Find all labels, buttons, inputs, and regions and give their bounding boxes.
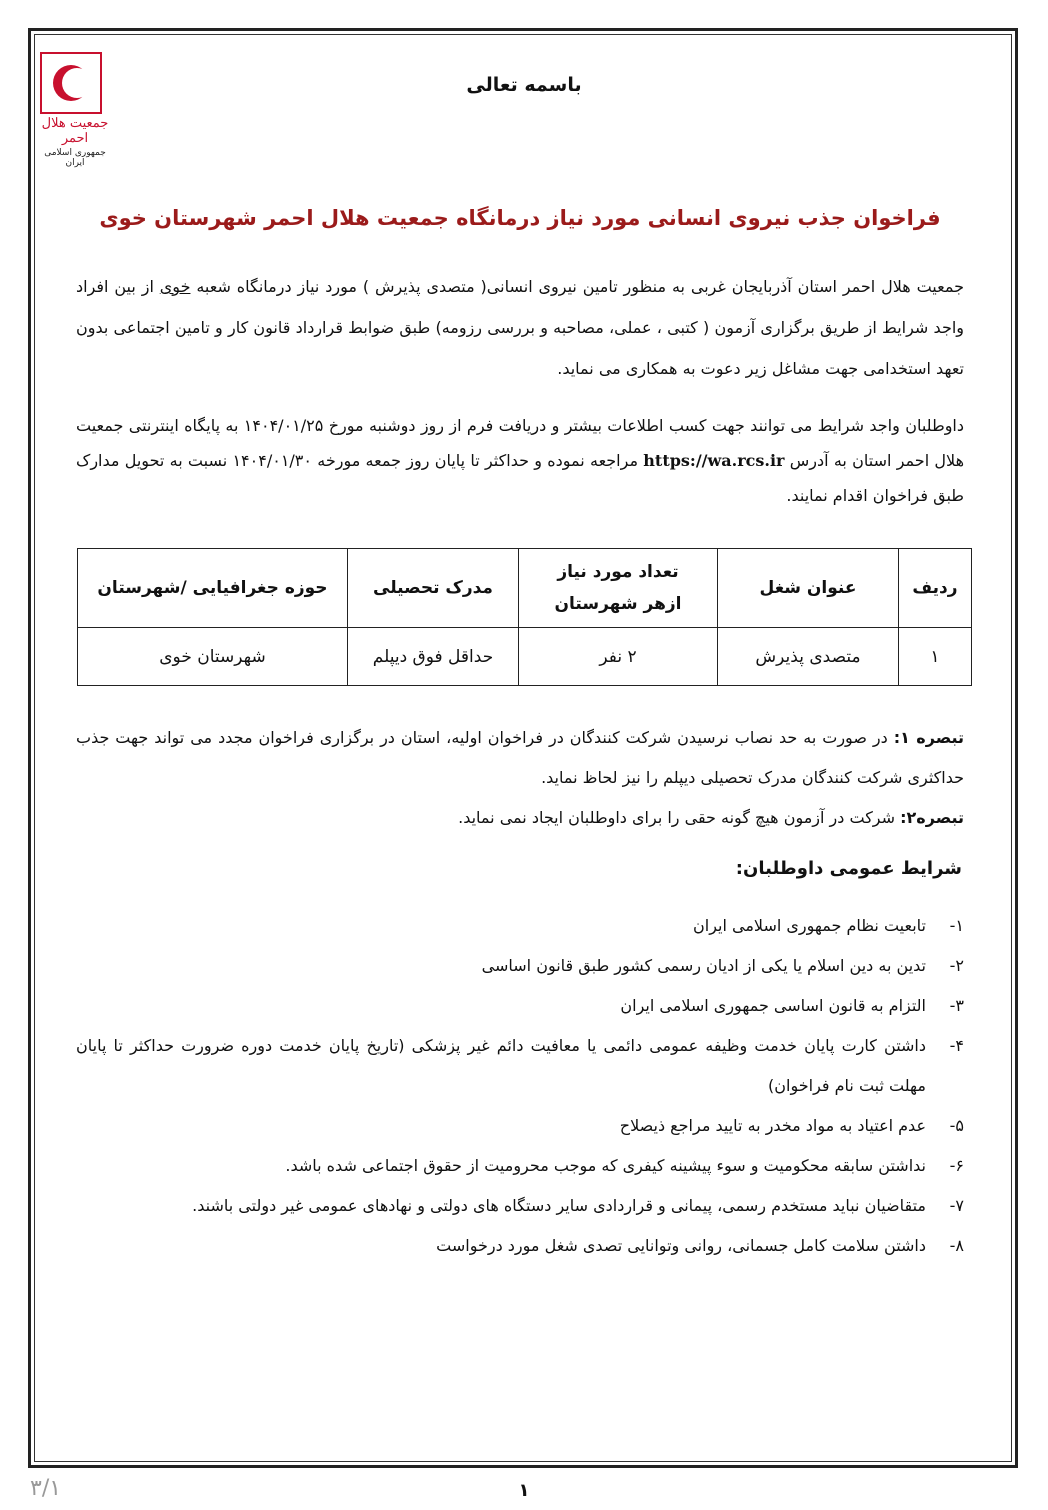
top-heading: باسمه تعالی bbox=[466, 74, 582, 96]
cell-degree: حداقل فوق دیپلم bbox=[348, 628, 519, 686]
list-item bbox=[76, 906, 964, 946]
note-2-label: تبصره۲: bbox=[900, 808, 964, 827]
th-degree: مدرک تحصیلی bbox=[348, 549, 519, 628]
note-1 bbox=[76, 718, 964, 798]
th-job: عنوان شغل bbox=[718, 549, 899, 628]
jobs-table bbox=[77, 548, 972, 686]
condition-number: ۱- bbox=[949, 916, 964, 935]
list-item bbox=[76, 946, 964, 986]
intro-paragraph-1 bbox=[76, 266, 964, 389]
condition-text: تابعیت نظام جمهوری اسلامی ایران bbox=[693, 916, 926, 935]
condition-text: نداشتن سابقه محکومیت و سوء پیشینه کیفری که موجب محرومیت از حقوق اجتماعی شده باشد. bbox=[285, 1156, 926, 1175]
page-count-mark: ۳/۱ bbox=[30, 1476, 62, 1501]
logo-text-org: جمعیت هلال احمر bbox=[41, 116, 109, 146]
table-row bbox=[78, 628, 972, 686]
logo-text-country: جمهوری اسلامی ایران bbox=[44, 148, 106, 168]
condition-text: داشتن کارت پایان خدمت وظیفه عمومی دائمی یا معافیت دائم غیر پزشکی (تاریخ پایان خدمت دوره ضرورت حداکثر تا پایان مهلت ثبت نام فراخوان) bbox=[76, 1036, 926, 1095]
notes-section bbox=[76, 718, 964, 838]
condition-number: ۸- bbox=[949, 1236, 964, 1255]
list-item bbox=[76, 1186, 964, 1226]
conditions-heading: شرایط عمومی داوطلبان: bbox=[735, 858, 962, 879]
list-item bbox=[76, 1026, 964, 1106]
list-item bbox=[76, 1106, 964, 1146]
cell-row: ۱ bbox=[899, 628, 972, 686]
th-count-line1: تعداد مورد نیاز bbox=[557, 562, 679, 582]
intro-p2-before: داوطلبان واجد شرایط می توانند جهت کسب اطلاعات بیشتر و دریافت فرم از روز دوشنبه مورخ ۱۴۰۴/۰۱/۲۵ به پایگاه اینترنتی جمعیت هلال احمر استان به آدرس bbox=[76, 416, 965, 470]
condition-number: ۲- bbox=[949, 956, 964, 975]
cell-region: شهرستان خوی bbox=[78, 628, 348, 686]
website-url[interactable]: https://wa.rcs.ir bbox=[643, 451, 785, 470]
intro-p1-city: خوی bbox=[159, 277, 191, 296]
list-item bbox=[76, 986, 964, 1026]
intro-p1-before: جمعیت هلال احمر استان آذربایجان غربی به منظور تامین نیروی انسانی( متصدی پذیرش ) مورد نیاز درمانگاه شعبه bbox=[190, 277, 964, 296]
condition-number: ۵- bbox=[949, 1116, 964, 1135]
list-item bbox=[76, 1226, 964, 1266]
document-title: فراخوان جذب نیروی انسانی مورد نیاز درمانگاه جمعیت هلال احمر شهرستان خوی bbox=[99, 206, 941, 230]
conditions-list bbox=[76, 906, 964, 1266]
th-region: حوزه جغرافیایی /شهرستان bbox=[78, 549, 348, 628]
th-count-line2: ازهر شهرستان bbox=[554, 594, 682, 614]
condition-number: ۷- bbox=[949, 1196, 964, 1215]
th-row: ردیف bbox=[899, 549, 972, 628]
condition-number: ۳- bbox=[949, 996, 964, 1015]
condition-text: التزام به قانون اساسی جمهوری اسلامی ایران bbox=[620, 996, 926, 1015]
note-2-text: شرکت در آزمون هیچ گونه حقی را برای داوطلبان ایجاد نمی نماید. bbox=[458, 808, 901, 827]
cell-job: متصدی پذیرش bbox=[718, 628, 899, 686]
note-2 bbox=[76, 798, 964, 838]
table-header-row bbox=[78, 549, 972, 628]
note-1-label: تبصره ۱: bbox=[893, 728, 965, 747]
condition-number: ۴- bbox=[949, 1036, 964, 1055]
condition-text: عدم اعتیاد به مواد مخدر به تایید مراجع ذیصلاح bbox=[619, 1116, 926, 1135]
page-number: ۱ bbox=[518, 1480, 530, 1501]
cell-count: ۲ نفر bbox=[519, 628, 718, 686]
intro-paragraph-2 bbox=[76, 408, 964, 513]
intro-p1-after: از بین افراد واجد شرایط از طریق برگزاری آزمون ( کتبی ، عملی، مصاحبه و بررسی رزومه) طبق ضوابط قرارداد قانون کار و تامین اجتماعی بدون تعهد استخدامی جهت مشاغل زیر دعوت به همکاری می نماید. bbox=[76, 277, 964, 378]
condition-text: داشتن سلامت کامل جسمانی، روانی وتوانایی تصدی شغل مورد درخواست bbox=[436, 1236, 926, 1255]
condition-text: تدین به دین اسلام یا یکی از ادیان رسمی کشور طبق قانون اساسی bbox=[481, 956, 926, 975]
th-count bbox=[519, 549, 718, 628]
condition-text: متقاضیان نباید مستخدم رسمی، پیمانی و قراردادی سایر دستگاه های دولتی و نهادهای عمومی غیر دولتی باشند. bbox=[192, 1196, 926, 1215]
list-item bbox=[76, 1146, 964, 1186]
red-crescent-logo bbox=[40, 52, 110, 168]
intro-p2-after: مراجعه نموده و حداکثر تا پایان روز جمعه مورخه ۱۴۰۴/۰۱/۳۰ نسبت به تحویل مدارک طبق فراخوان اقدام نمایند. bbox=[76, 451, 964, 505]
condition-number: ۶- bbox=[949, 1156, 964, 1175]
note-1-text: در صورت به حد نصاب نرسیدن شرکت کنندگان در فراخوان اولیه، استان در برگزاری فراخوان مجدد می تواند جهت جذب حداکثری شرکت کنندگان مدرک تحصیلی دیپلم را نیز لحاظ نماید. bbox=[76, 728, 964, 787]
